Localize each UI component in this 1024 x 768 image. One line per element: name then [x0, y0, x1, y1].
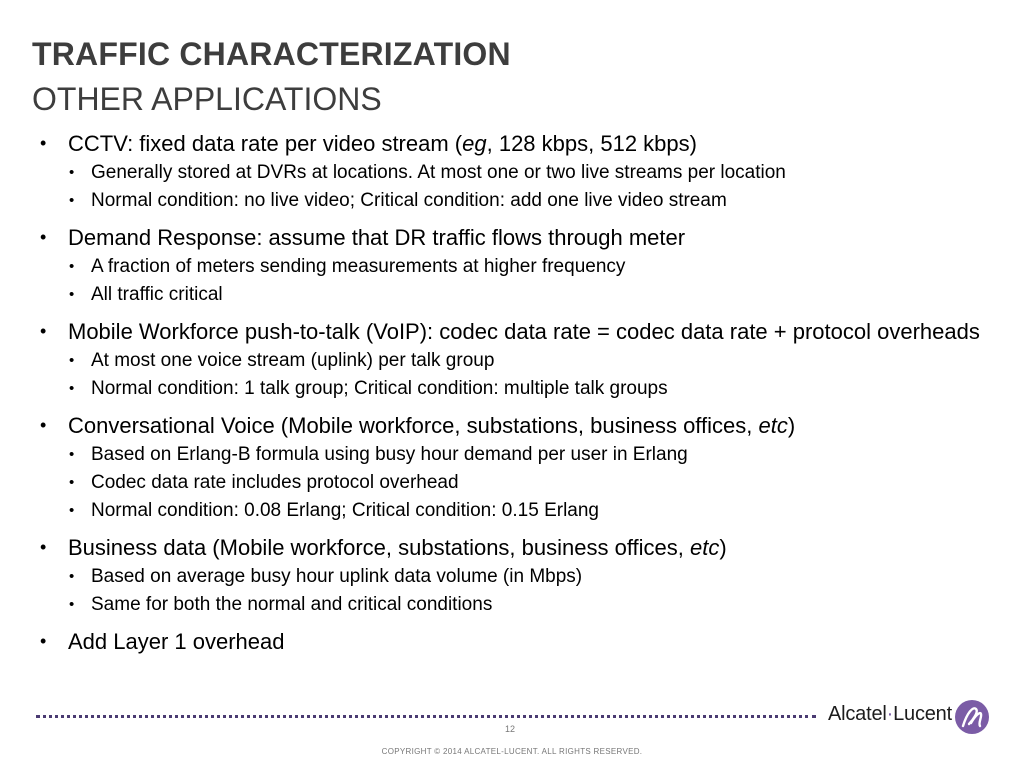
- alcatel-lucent-logo-icon: [954, 699, 990, 735]
- bullet-dot: •: [40, 227, 47, 247]
- bullet-dot: •: [40, 631, 47, 651]
- company-logo-text: Alcatel·Lucent: [828, 703, 952, 725]
- sub-bullet: • Codec data rate includes protocol overhead: [69, 472, 459, 493]
- bullet-list: [40, 128, 1000, 657]
- footer-dotted-divider: [36, 715, 816, 718]
- slide-title: TRAFFIC CHARACTERIZATION: [32, 36, 511, 72]
- page-number: 12: [504, 724, 515, 734]
- bullet-demand-response: • Demand Response: assume that DR traffic flows through meter: [40, 222, 1000, 253]
- slide-subtitle: OTHER APPLICATIONS: [32, 81, 382, 117]
- bullet-dot: •: [40, 537, 47, 557]
- bullet-conversational-voice: • Conversational Voice (Mobile workforce, substations, business offices, etc): [40, 410, 1000, 441]
- sub-bullet: • Normal condition: 1 talk group; Critical condition: multiple talk groups: [69, 378, 668, 399]
- bullet-cctv: • CCTV: fixed data rate per video stream (eg, 128 kbps, 512 kbps): [40, 128, 1000, 159]
- sub-bullet: • Normal condition: no live video; Critical condition: add one live video stream: [69, 190, 727, 211]
- bullet-push-to-talk: • Mobile Workforce push-to-talk (VoIP): codec data rate = codec data rate + protocol overheads: [40, 316, 1000, 347]
- bullet-business-data: • Business data (Mobile workforce, substations, business offices, etc): [40, 532, 1000, 563]
- sub-bullet: • Based on Erlang-B formula using busy hour demand per user in Erlang: [69, 444, 688, 465]
- sub-bullet: • A fraction of meters sending measurements at higher frequency: [69, 256, 626, 277]
- copyright-notice: COPYRIGHT © 2014 ALCATEL-LUCENT. ALL RIGHTS RESERVED.: [381, 747, 643, 756]
- bullet-layer1-overhead: • Add Layer 1 overhead: [40, 626, 1000, 657]
- sub-bullet: • Same for both the normal and critical conditions: [69, 594, 493, 615]
- bullet-dot: •: [40, 133, 47, 153]
- bullet-dot: •: [40, 415, 47, 435]
- bullet-dot: •: [40, 321, 47, 341]
- sub-bullet: • Normal condition: 0.08 Erlang; Critical condition: 0.15 Erlang: [69, 500, 599, 521]
- sub-bullet: • At most one voice stream (uplink) per talk group: [69, 350, 495, 371]
- sub-bullet: • Generally stored at DVRs at locations. At most one or two live streams per location: [69, 162, 786, 183]
- sub-bullet: • Based on average busy hour uplink data volume (in Mbps): [69, 566, 583, 587]
- sub-bullet: • All traffic critical: [69, 284, 223, 305]
